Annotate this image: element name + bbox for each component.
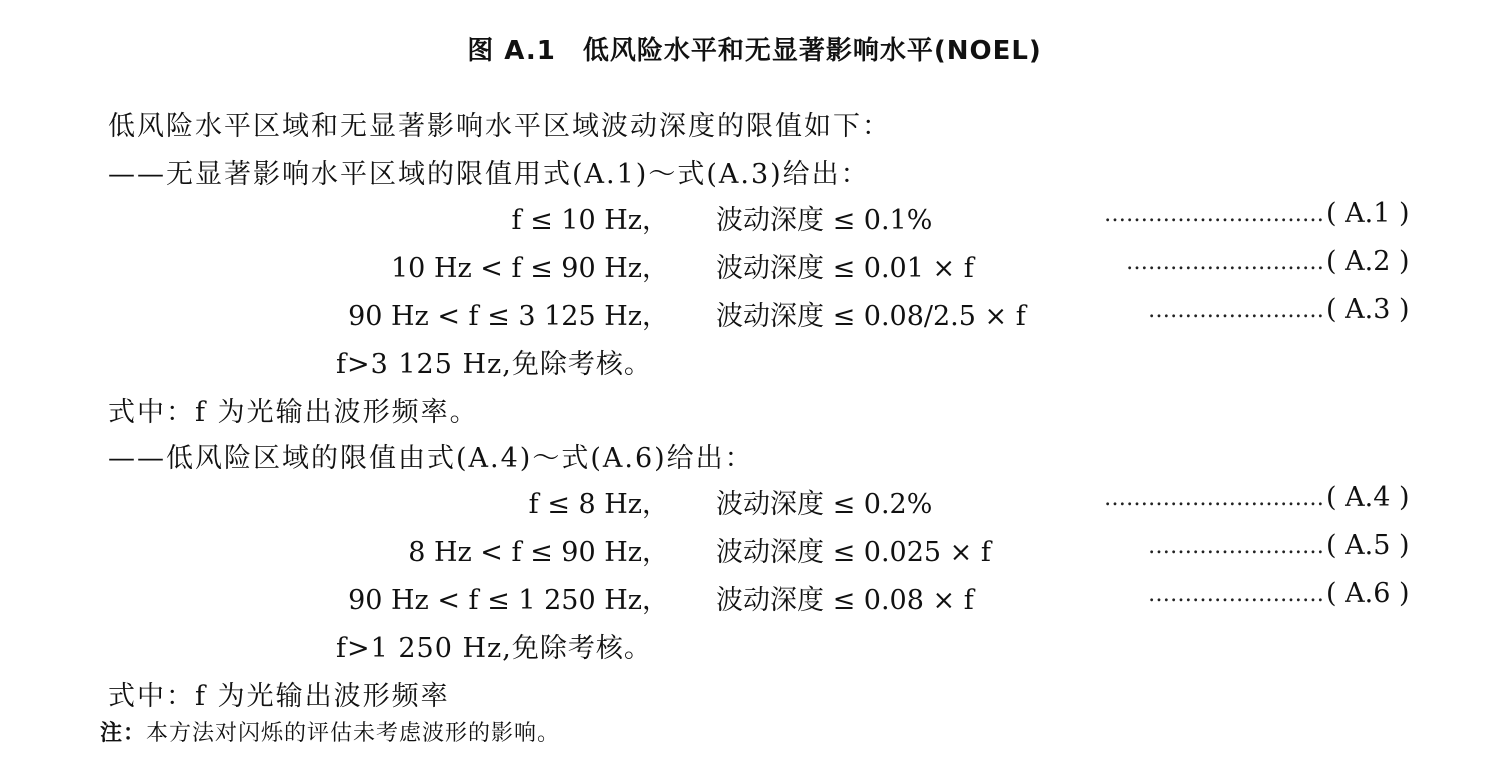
note xyxy=(100,716,560,747)
note-text: 本方法对闪烁的评估未考虑波形的影响。 xyxy=(146,721,561,746)
formula-a2-expression: 波动深度 ≤ 0.01 × f xyxy=(716,253,974,284)
formula-a3-leader: …………………… xyxy=(1148,298,1324,323)
formula-a6-condition: 90 Hz < f ≤ 1 250 Hz， xyxy=(348,585,669,616)
formula-a1-number: ( A.1 ) xyxy=(1326,198,1410,229)
formula-a4-leader: ………………………… xyxy=(1104,486,1324,511)
section2-exemption: f>1 250 Hz,免除考核。 xyxy=(336,633,652,664)
formula-a2-condition: 10 Hz < f ≤ 90 Hz， xyxy=(391,253,669,284)
formula-a5-condition: 8 Hz < f ≤ 90 Hz， xyxy=(408,537,669,568)
formula-a5-expression: 波动深度 ≤ 0.025 × f xyxy=(716,537,991,568)
formula-a5-leader: …………………… xyxy=(1148,534,1324,559)
intro-text: 低风险水平区域和无显著影响水平区域波动深度的限值如下： xyxy=(108,111,891,142)
formula-a1-leader: ………………………… xyxy=(1104,202,1324,227)
formula-a6-expression: 波动深度 ≤ 0.08 × f xyxy=(716,585,974,616)
formula-a6-number: ( A.6 ) xyxy=(1326,578,1410,609)
formula-a1-expression: 波动深度 ≤ 0.1% xyxy=(716,205,933,236)
section1-where: 式中：f 为光输出波形频率。 xyxy=(108,397,479,428)
formula-a2-leader: ……………………… xyxy=(1126,250,1324,275)
formula-a3-expression: 波动深度 ≤ 0.08/2.5 × f xyxy=(716,301,1026,332)
formula-a2-number: ( A.2 ) xyxy=(1326,246,1410,277)
formula-a4-condition: f ≤ 8 Hz， xyxy=(528,489,669,520)
formula-a3-number: ( A.3 ) xyxy=(1326,294,1410,325)
note-label: 注： xyxy=(100,721,147,746)
section1-heading: ——无显著影响水平区域的限值用式(A.1)～式(A.3)给出： xyxy=(108,159,870,190)
figure-title: 图 A.1 低风险水平和无显著影响水平(NOEL) xyxy=(467,36,1042,66)
section2-heading: ——低风险区域的限值由式(A.4)～式(A.6)给出： xyxy=(108,443,754,474)
formula-a1-condition: f ≤ 10 Hz， xyxy=(511,205,669,236)
formula-a3-condition: 90 Hz < f ≤ 3 125 Hz， xyxy=(348,301,669,332)
formula-a6-leader: …………………… xyxy=(1148,582,1324,607)
section2-where: 式中：f 为光输出波形频率 xyxy=(108,681,450,712)
formula-a5-number: ( A.5 ) xyxy=(1326,530,1410,561)
section1-exemption: f>3 125 Hz,免除考核。 xyxy=(336,349,652,380)
formula-a4-number: ( A.4 ) xyxy=(1326,482,1410,513)
formula-a4-expression: 波动深度 ≤ 0.2% xyxy=(716,489,933,520)
